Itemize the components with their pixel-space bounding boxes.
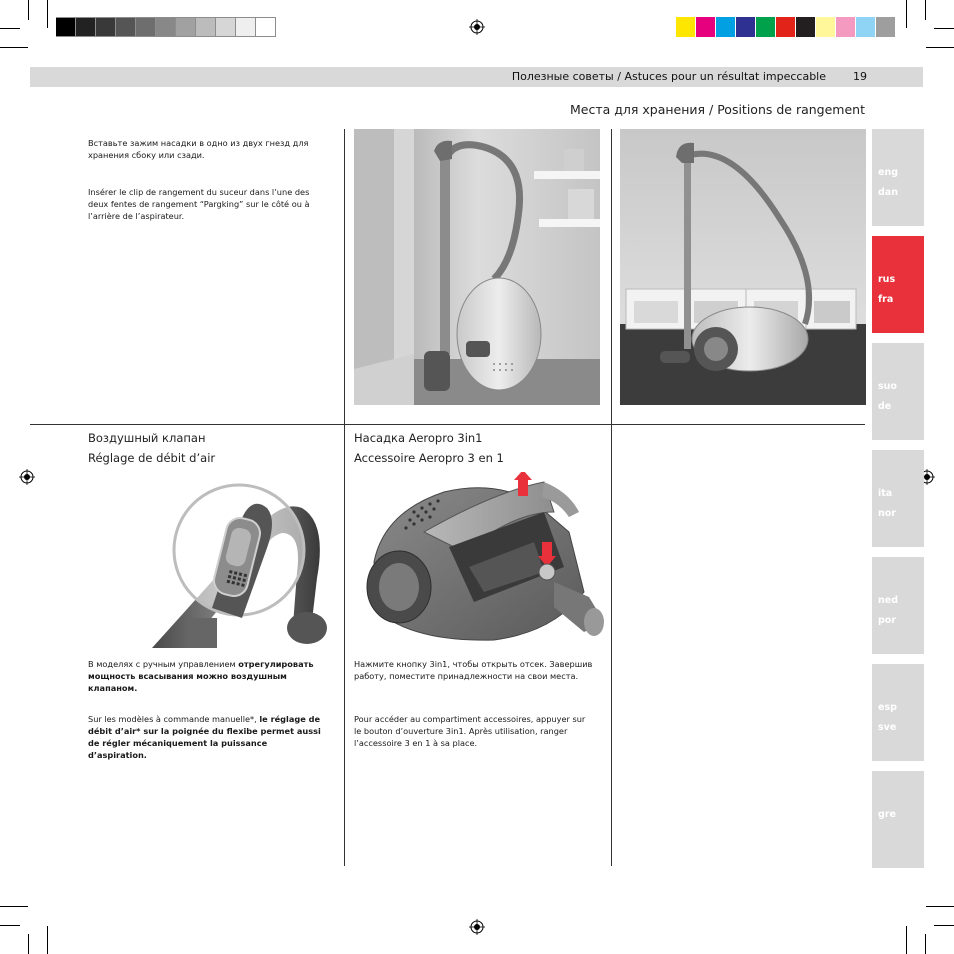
language-tab-gre[interactable] xyxy=(872,771,924,868)
tab-label: nor xyxy=(878,508,896,519)
gray-swatch xyxy=(156,17,176,37)
air-valve-heading-fr: Réglage de débit d’air xyxy=(88,451,216,465)
tab-label: por xyxy=(878,615,897,626)
color-swatch xyxy=(876,17,896,37)
tab-label: sve xyxy=(878,722,897,733)
color-swatch xyxy=(836,17,856,37)
storage-text-fr: Insérer le clip de rangement du suceur dans l’une des deux fentes de rangement “Pargking” sur le côté ou à l’arrière de l’aspirateur. xyxy=(88,187,310,221)
air-valve-heading-ru: Воздушный клапан xyxy=(88,431,206,445)
color-swatch xyxy=(856,17,876,37)
aeropro-heading xyxy=(354,428,504,468)
color-swatch xyxy=(716,17,736,37)
page-number: 19 xyxy=(853,70,867,83)
air-valve-text-fr-bold: le réglage de débit d’air* sur la poignée du flexibe permet aussi de régler mécaniquement la puissance d’aspiration. xyxy=(88,714,321,760)
color-calibration-strip xyxy=(676,17,896,37)
tab-label: gre xyxy=(878,809,896,820)
tab-label: fra xyxy=(878,294,894,305)
tab-label: ita xyxy=(878,488,893,499)
color-swatch xyxy=(676,17,696,37)
language-tab-rus-fra[interactable] xyxy=(872,236,924,333)
storage-text-ru: Вставьте зажим насадки в одно из двух гнезд для хранения сбоку или сзади. xyxy=(88,138,309,160)
gray-swatch xyxy=(176,17,196,37)
gray-swatch xyxy=(76,17,96,37)
language-tab-eng-dan[interactable] xyxy=(872,129,924,226)
aeropro-illustration xyxy=(354,472,604,644)
air-valve-text-fr-plain: Sur les modèles à commande manuelle*, xyxy=(88,714,260,724)
column-divider xyxy=(611,129,612,866)
row-divider xyxy=(30,424,865,425)
color-swatch xyxy=(696,17,716,37)
tab-label: de xyxy=(878,401,892,412)
running-title: Полезные советы / Astuces pour un résultat impeccable xyxy=(511,70,826,83)
tab-label: rus xyxy=(878,274,896,285)
section-title: Места для хранения / Positions de rangement xyxy=(569,102,865,117)
vacuum-room-photo xyxy=(620,129,866,405)
gray-swatch xyxy=(256,17,276,37)
gray-swatch xyxy=(236,17,256,37)
gray-swatch xyxy=(136,17,156,37)
color-swatch xyxy=(736,17,756,37)
gray-swatch xyxy=(116,17,136,37)
grayscale-calibration-strip xyxy=(56,17,276,37)
gray-swatch xyxy=(196,17,216,37)
language-tab-suo-de[interactable] xyxy=(872,343,924,440)
air-valve-illustration xyxy=(92,478,338,648)
tab-label: ned xyxy=(878,595,899,606)
color-swatch xyxy=(816,17,836,37)
registration-mark-icon xyxy=(19,469,35,485)
color-swatch xyxy=(776,17,796,37)
tab-label: suo xyxy=(878,381,897,392)
color-swatch xyxy=(756,17,776,37)
gray-swatch xyxy=(96,17,116,37)
aeropro-text-ru: Нажмите кнопку 3in1, чтобы открыть отсек. Завершив работу, поместите принадлежности на свои места. xyxy=(354,659,593,681)
gray-swatch xyxy=(56,17,76,37)
aeropro-text-fr: Pour accéder au compartiment accessoires, appuyer sur le bouton d’ouverture 3in1. Après utilisation, ranger l’accessoire 3 en 1 à sa place. xyxy=(354,714,586,748)
gray-swatch xyxy=(216,17,236,37)
air-valve-text-fr xyxy=(88,713,328,761)
tab-label: dan xyxy=(878,187,898,198)
registration-mark-icon xyxy=(469,919,485,935)
aeropro-heading-ru: Насадка Aeropro 3in1 xyxy=(354,431,483,445)
language-tab-esp-sve[interactable] xyxy=(872,664,924,761)
tab-label: esp xyxy=(878,702,897,713)
air-valve-text-ru xyxy=(88,658,328,694)
column-divider xyxy=(344,129,345,866)
air-valve-text-ru-bold: отрегулировать мощность всасывания можно воздушным клапаном. xyxy=(88,659,314,693)
color-swatch xyxy=(796,17,816,37)
air-valve-text-ru-plain: В моделях с ручным управлением xyxy=(88,659,239,669)
tab-label: eng xyxy=(878,167,899,178)
language-tab-ned-por[interactable] xyxy=(872,557,924,654)
registration-mark-icon xyxy=(469,19,485,35)
aeropro-heading-fr: Accessoire Aeropro 3 en 1 xyxy=(354,451,504,465)
language-tab-ita-nor[interactable] xyxy=(872,450,924,547)
air-valve-heading xyxy=(88,428,215,468)
vacuum-storage-photo xyxy=(354,129,600,405)
